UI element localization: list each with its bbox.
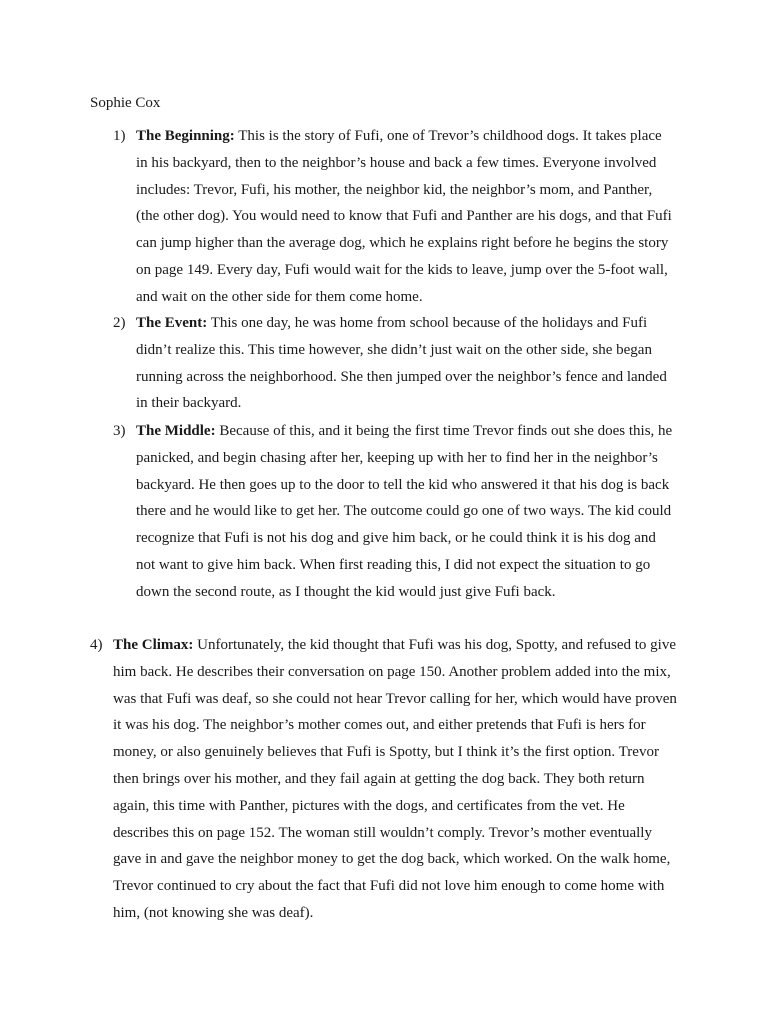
list-number: 3) bbox=[113, 423, 126, 439]
list-number: 2) bbox=[113, 315, 126, 331]
section-label: The Middle: bbox=[136, 423, 216, 439]
list-number: 1) bbox=[113, 128, 126, 144]
list-number: 4) bbox=[90, 637, 103, 653]
section-text: This one day, he was home from school because of the holidays and Fufi didn’t realize this. This time however, she didn’t just wait on the other side, she began running across the neighborhood. She then jumped over the neighbor’s fence and landed in their backyard. bbox=[136, 315, 667, 412]
section-label: The Event: bbox=[136, 315, 208, 331]
section-text: Because of this, and it being the first time Trevor finds out she does this, he panicked, and begin chasing after her, keeping up with her to find her in the neighbor’s backyard. He then goes up to the door to tell the kid who answered it that his dog is back there and he would like to get her. The outcome could go one of two ways. The kid could recognize that Fufi is not his dog and give him back, or he could think it is his dog and not want to give him back. When first reading this, I did not expect the situation to go down the second route, as I thought the kid would just give Fufi back. bbox=[136, 423, 673, 600]
list-item-beginning bbox=[113, 123, 676, 311]
section-label: The Beginning: bbox=[136, 128, 235, 144]
author-name: Sophie Cox bbox=[90, 95, 161, 111]
list-item-event bbox=[113, 310, 676, 417]
list-item-middle bbox=[113, 418, 676, 606]
list-item-climax bbox=[90, 632, 679, 927]
section-text: Unfortunately, the kid thought that Fufi was his dog, Spotty, and refused to give him back. He describes their conversation on page 150. Another problem added into the mix, was that Fufi was deaf, so she could not hear Trevor calling for her, which would have proven it was his dog. The neighbor’s mother comes out, and either pretends that Fufi is hers for money, or also genuinely believes that Fufi is Spotty, but I think it’s the first option. Trevor then brings over his mother, and they fail again at getting the dog back. They both return again, this time with Panther, pictures with the dogs, and certificates from the vet. He describes this on page 152. The woman still wouldn’t comply. Trevor’s mother eventually gave in and gave the neighbor money to get the dog back, which worked. On the walk home, Trevor continued to cry about the fact that Fufi did not love him enough to come home with him, (not knowing she was deaf). bbox=[113, 637, 677, 921]
section-text: This is the story of Fufi, one of Trevor’s childhood dogs. It takes place in his backyard, then to the neighbor’s house and back a few times. Everyone involved includes: Trevor, Fufi, his mother, the neighbor kid, the neighbor’s mom, and Panther, (the other dog). You would need to know that Fufi and Panther are his dogs, and that Fufi can jump higher than the average dog, which he explains right before he begins the story on page 149. Every day, Fufi would wait for the kids to leave, jump over the 5-foot wall, and wait on the other side for them come home. bbox=[136, 128, 672, 305]
section-label: The Climax: bbox=[113, 637, 194, 653]
